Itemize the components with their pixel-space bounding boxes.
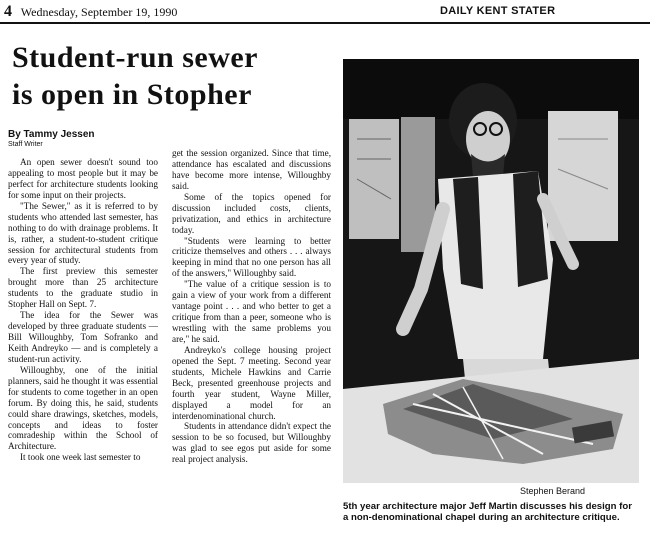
paragraph: Willoughby, one of the initial planners, said he thought it was essential for students to come together in an open forum. By doing this, he said, students could share drawings, sketches, models, concepts and ideas to foster comradeship within the School of Architecture.	[8, 364, 158, 452]
byline	[8, 129, 95, 148]
page-number: 4	[4, 3, 12, 20]
news-photo	[343, 59, 639, 483]
paragraph: The idea for the Sewer was developed by three graduate students — Bill Willoughby, Tom Sofranko and Keith Andreyko — and is completely a student-run activity.	[8, 310, 158, 364]
photo-caption: 5th year architecture major Jeff Martin discusses his design for a non-denominational chapel during an architecture critique.	[343, 501, 632, 524]
article-column-1	[8, 157, 158, 463]
paragraph: "The value of a critique session is to gain a view of your work from a different vantage point . . . and who better to get a critique from than a peer, someone who is wrestling with the same problems you are," he said.	[172, 279, 331, 344]
paragraph: The first preview this semester brought more than 25 architecture students to the graduate studio in Stopher Hall on Sept. 7.	[8, 266, 158, 310]
paragraph: It took one week last semester to	[20, 452, 141, 463]
paragraph: "The Sewer," as it is referred to by students who attended last semester, has nothing to do with drainage problems. It is, rather, a student-to-student critique session for architectural students from every year of study.	[8, 200, 158, 266]
article-column-2	[172, 148, 331, 465]
paragraph: get the session organized. Since that time, attendance has escalated and discussions have become more intense, Willoughby said.	[172, 148, 331, 191]
paragraph: An open sewer doesn't sound too appealing to most people but it may be perfect for architecture students looking for some input on their projects.	[8, 157, 158, 200]
headline-line-2: is open in Stopher	[12, 77, 252, 111]
paragraph: Students in attendance didn't expect the session to be so focused, but Willoughby was glad to see egos put aside for some real project analysis.	[172, 421, 331, 465]
headline-line-1: Student-run sewer	[12, 41, 258, 74]
byline-author: By Tammy Jessen	[8, 129, 95, 140]
pinned-drawing	[349, 119, 399, 239]
paragraph: Some of the topics opened for discussion included costs, clients, privatization, and ethics in architecture today.	[172, 191, 331, 235]
byline-role: Staff Writer	[8, 141, 43, 148]
photo-credit: Stephen Berand	[520, 486, 586, 496]
article-headline	[12, 40, 322, 113]
paragraph: Andreyko's college housing project opened the Sept. 7 meeting. Second year students, Michele Hawkins and Carrie Beck, presented greenhouse projects and fourth year student, Wayne Miller, displayed a model for an interdenominational church.	[172, 344, 331, 421]
page-header-left	[4, 3, 177, 21]
issue-date: Wednesday, September 19, 1990	[20, 5, 178, 19]
header-rule	[0, 22, 650, 24]
paragraph: "Students were learning to better criticize themselves and others . . . always keeping in mind that no one person has all of the answers," Willoughby said.	[172, 235, 331, 279]
newspaper-name: DAILY KENT STATER	[440, 5, 556, 17]
